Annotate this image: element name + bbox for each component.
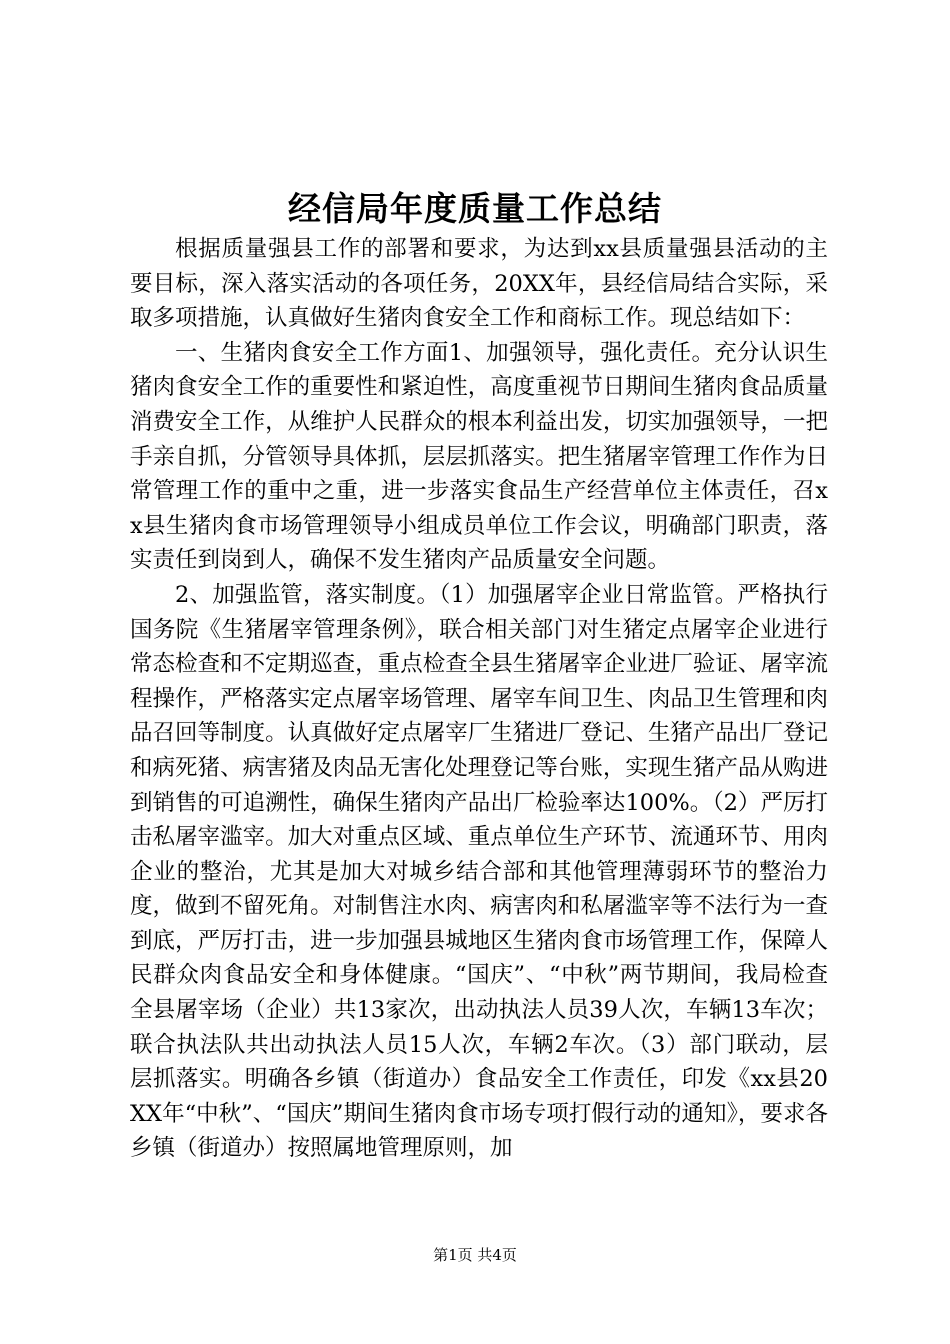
paragraph-supervision: 2、加强监管，落实制度。（1）加强屠宰企业日常监管。严格执行国务院《生猪屠宰管理条例》，联合相关部门对生猪定点屠宰企业进行常态检查和不定期巡查，重点检查全县生猪屠宰企业进厂验证、屠宰流程操作，严格落实定点屠宰场管理、屠宰车间卫生、肉品卫生管理和肉品召回等制度。认真做好定点屠宰厂生猪进厂登记、生猪产品出厂登记和病死猪、病害猪及肉品无害化处理登记等台账，实现生猪产品从购进到销售的可追溯性，确保生猪肉产品出厂检验率达100%。（2）严厉打击私屠宰滥宰。加大对重点区域、重点单位生产环节、流通环节、用肉企业的整治，尤其是加大对城乡结合部和其他管理薄弱环节的整治力度，做到不留死角。对制售注水肉、病害肉和私屠滥宰等不法行为一查到底，严厉打击，进一步加强县城地区生猪肉食市场管理工作，保障人民群众肉食品安全和身体健康。“国庆”、“中秋”两节期间，我局检查全县屠宰场（企业）共13家次，出动执法人员39人次，车辆13车次；联合执法队共出动执法人员15人次，车辆2车次。（3）部门联动，层层抓落实。明确各乡镇（街道办）食品安全工作责任，印发《xx县20XX年“中秋”、“国庆”期间生猪肉食市场专项打假行动的通知》，要求各乡镇（街道办）按照属地管理原则，加	[130, 581, 828, 1162]
paragraph-leadership: 一、生猪肉食安全工作方面1、加强领导，强化责任。充分认识生猪肉食安全工作的重要性和紧迫性，高度重视节日期间生猪肉食品质量消费安全工作，从维护人民群众的根本利益出发，切实加强领导，一把手亲自抓，分管领导具体抓，层层抓落实。把生猪屠宰管理工作作为日常管理工作的重中之重，进一步落实食品生产经营单位主体责任，召xx县生猪肉食市场管理领导小组成员单位工作会议，明确部门职责，落实责任到岗到人，确保不发生猪肉产品质量安全问题。	[130, 339, 828, 574]
paragraph-intro: 根据质量强县工作的部署和要求，为达到xx县质量强县活动的主要目标，深入落实活动的各项任务，20XX年，县经信局结合实际，采取多项措施，认真做好生猪肉食安全工作和商标工作。现总结如下：	[130, 236, 828, 332]
document-title: 经信局年度质量工作总结	[288, 189, 662, 228]
document-body	[130, 232, 828, 1166]
page-footer: 第1页 共4页	[433, 1246, 517, 1264]
